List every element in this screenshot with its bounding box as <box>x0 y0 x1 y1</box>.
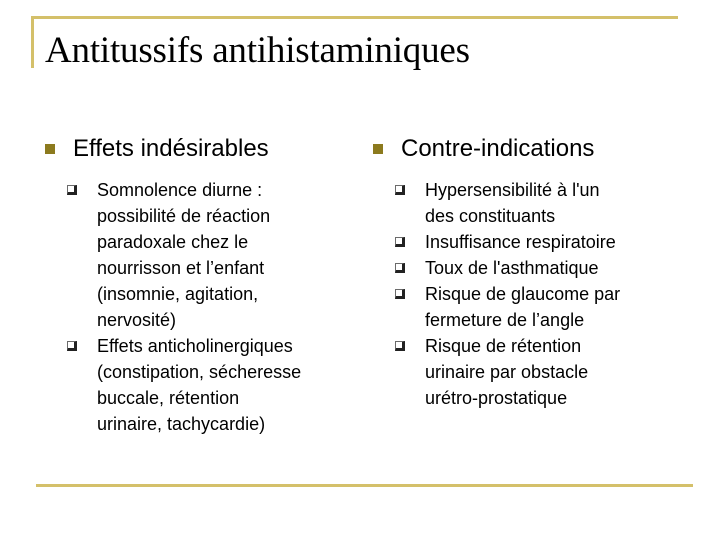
bottom-rule <box>36 484 693 487</box>
hollow-square-bullet-icon <box>395 185 405 195</box>
list-item-line: Toux de l'asthmatique <box>425 258 599 278</box>
hollow-square-bullet-icon <box>67 185 77 195</box>
list-item-glaucome <box>395 281 703 333</box>
square-bullet-icon <box>45 144 55 154</box>
list-item-line: Insuffisance respiratoire <box>425 232 616 252</box>
list-item-line: urétro-prostatique <box>425 388 568 408</box>
list-item-line: (insomnie, agitation, <box>97 284 259 304</box>
list-item-line: Somnolence diurne : <box>97 180 263 200</box>
right-column <box>373 134 703 411</box>
list-item-retention-urinaire <box>395 333 703 411</box>
slide-title: Antitussifs antihistaminiques <box>45 30 470 71</box>
square-bullet-icon <box>373 144 383 154</box>
title-frame-left-rule <box>31 16 34 68</box>
list-item-line: (constipation, sécheresse <box>97 362 302 382</box>
list-item-line: urinaire par obstacle <box>425 362 589 382</box>
hollow-square-bullet-icon <box>395 263 405 273</box>
right-heading: Contre-indications <box>401 135 595 162</box>
list-item-hypersensibilite <box>395 177 703 229</box>
hollow-square-bullet-icon <box>395 289 405 299</box>
list-item-anticholinergiques <box>67 333 365 437</box>
list-item-line: nervosité) <box>97 310 177 330</box>
left-column <box>45 134 365 437</box>
right-heading-item <box>373 134 703 164</box>
list-item-line: paradoxale chez le <box>97 232 249 252</box>
list-item-line: des constituants <box>425 206 556 226</box>
hollow-square-bullet-icon <box>395 237 405 247</box>
title-frame-top-rule <box>31 16 678 19</box>
list-item-line: nourrisson et l’enfant <box>97 258 265 278</box>
hollow-square-bullet-icon <box>395 341 405 351</box>
list-item-line: Hypersensibilité à l'un <box>425 180 600 200</box>
left-sublist <box>45 177 365 437</box>
list-item-line: possibilité de réaction <box>97 206 271 226</box>
list-item-line: Effets anticholinergiques <box>97 336 293 356</box>
list-item-line: urinaire, tachycardie) <box>97 414 266 434</box>
list-item-insuffisance-respiratoire <box>395 229 703 255</box>
list-item-somnolence <box>67 177 365 333</box>
left-heading-item <box>45 134 365 164</box>
left-heading: Effets indésirables <box>73 135 269 162</box>
list-item-line: Risque de rétention <box>425 336 582 356</box>
list-item-line: buccale, rétention <box>97 388 240 408</box>
list-item-toux-asthmatique <box>395 255 703 281</box>
list-item-line: fermeture de l’angle <box>425 310 585 330</box>
right-sublist <box>373 177 703 411</box>
list-item-line: Risque de glaucome par <box>425 284 621 304</box>
hollow-square-bullet-icon <box>67 341 77 351</box>
